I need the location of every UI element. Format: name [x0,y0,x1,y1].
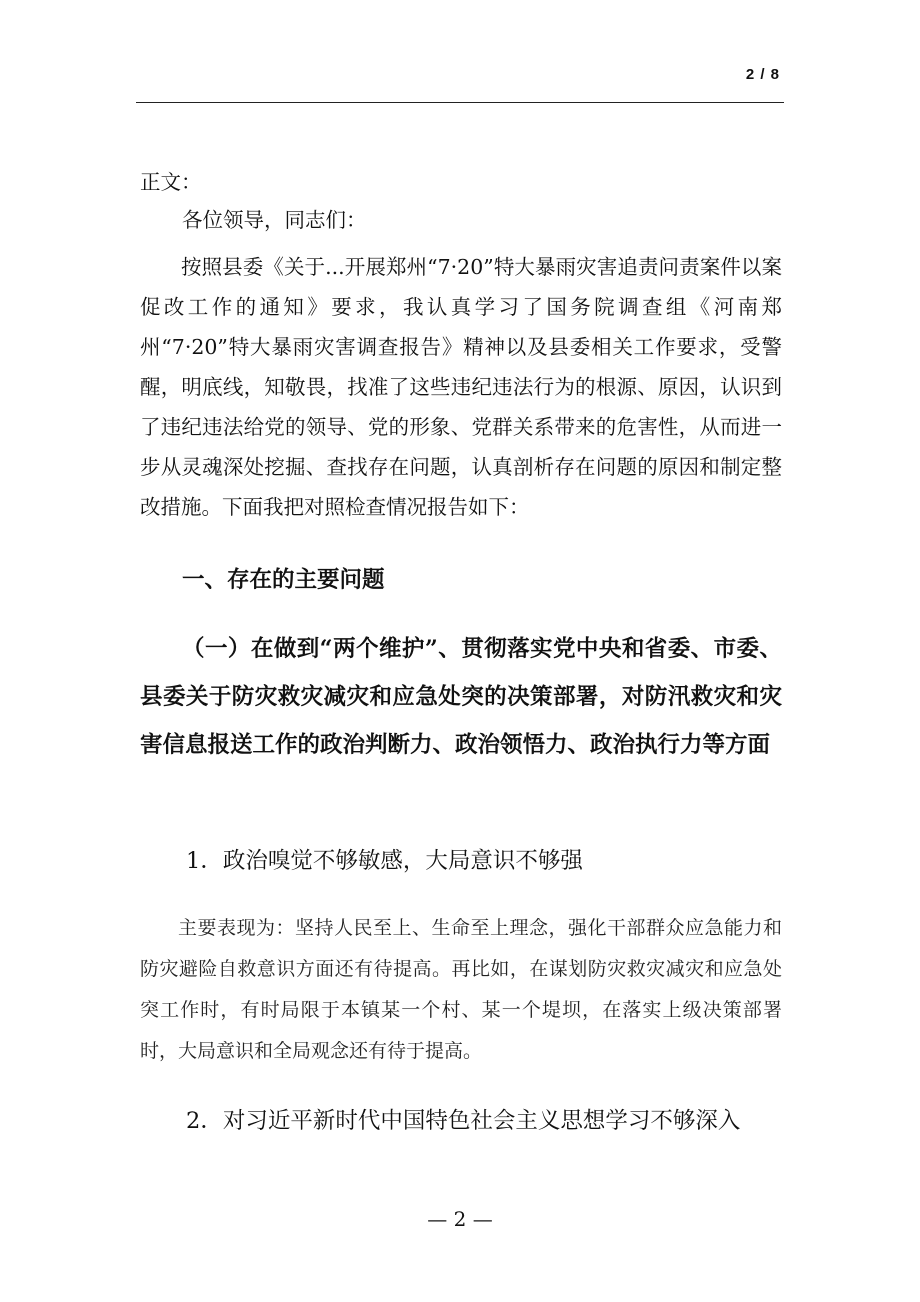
subsection-heading: （一）在做到“两个维护”、贯彻落实党中央和省委、市委、县委关于防灾救灾减灾和应急处突的决策部署，对防汛救灾和灾害信息报送工作的政治判断力、政治领悟力、政治执行力等方面 [140,636,782,758]
section-heading: 一、存在的主要问题 [182,567,385,593]
item-body-1: 主要表现为：坚持人民至上、生命至上理念，强化干部群众应急能力和防灾避险自救意识方面还有待提高。再比如，在谋划防灾救灾减灾和应急处突工作时，有时局限于本镇某一个村、某一个堤坝，在落实上级决策部署时，大局意识和全局观念还有待于提高。 [140,917,782,1062]
page-counter: 2 / 8 [745,66,780,83]
greeting: 各位领导，同志们： [182,208,367,232]
body-label: 正文： [140,170,202,194]
item-heading-1: 1．政治嗅觉不够敏感，大局意识不够强 [186,848,583,874]
intro-paragraph: 按照县委《关于...开展郑州“7·20”特大暴雨灾害追责问责案件以案促改工作的通知》要求，我认真学习了国务院调查组《河南郑州“7·20”特大暴雨灾害调查报告》精神以及县委相关工作要求，受警醒，明底线，知敬畏，找准了这些违纪违法行为的根源、原因，认识到了违纪违法给党的领导、党的形象、党群关系带来的危害性，从而进一步从灵魂深处挖掘、查找存在问题，认真剖析存在问题的原因和制定整改措施。下面我把对照检查情况报告如下： [140,255,782,519]
header-divider [136,102,784,103]
page-number-footer: — 2 — [427,1207,493,1231]
item-heading-2: 2．对习近平新时代中国特色社会主义思想学习不够深入 [186,1108,741,1134]
